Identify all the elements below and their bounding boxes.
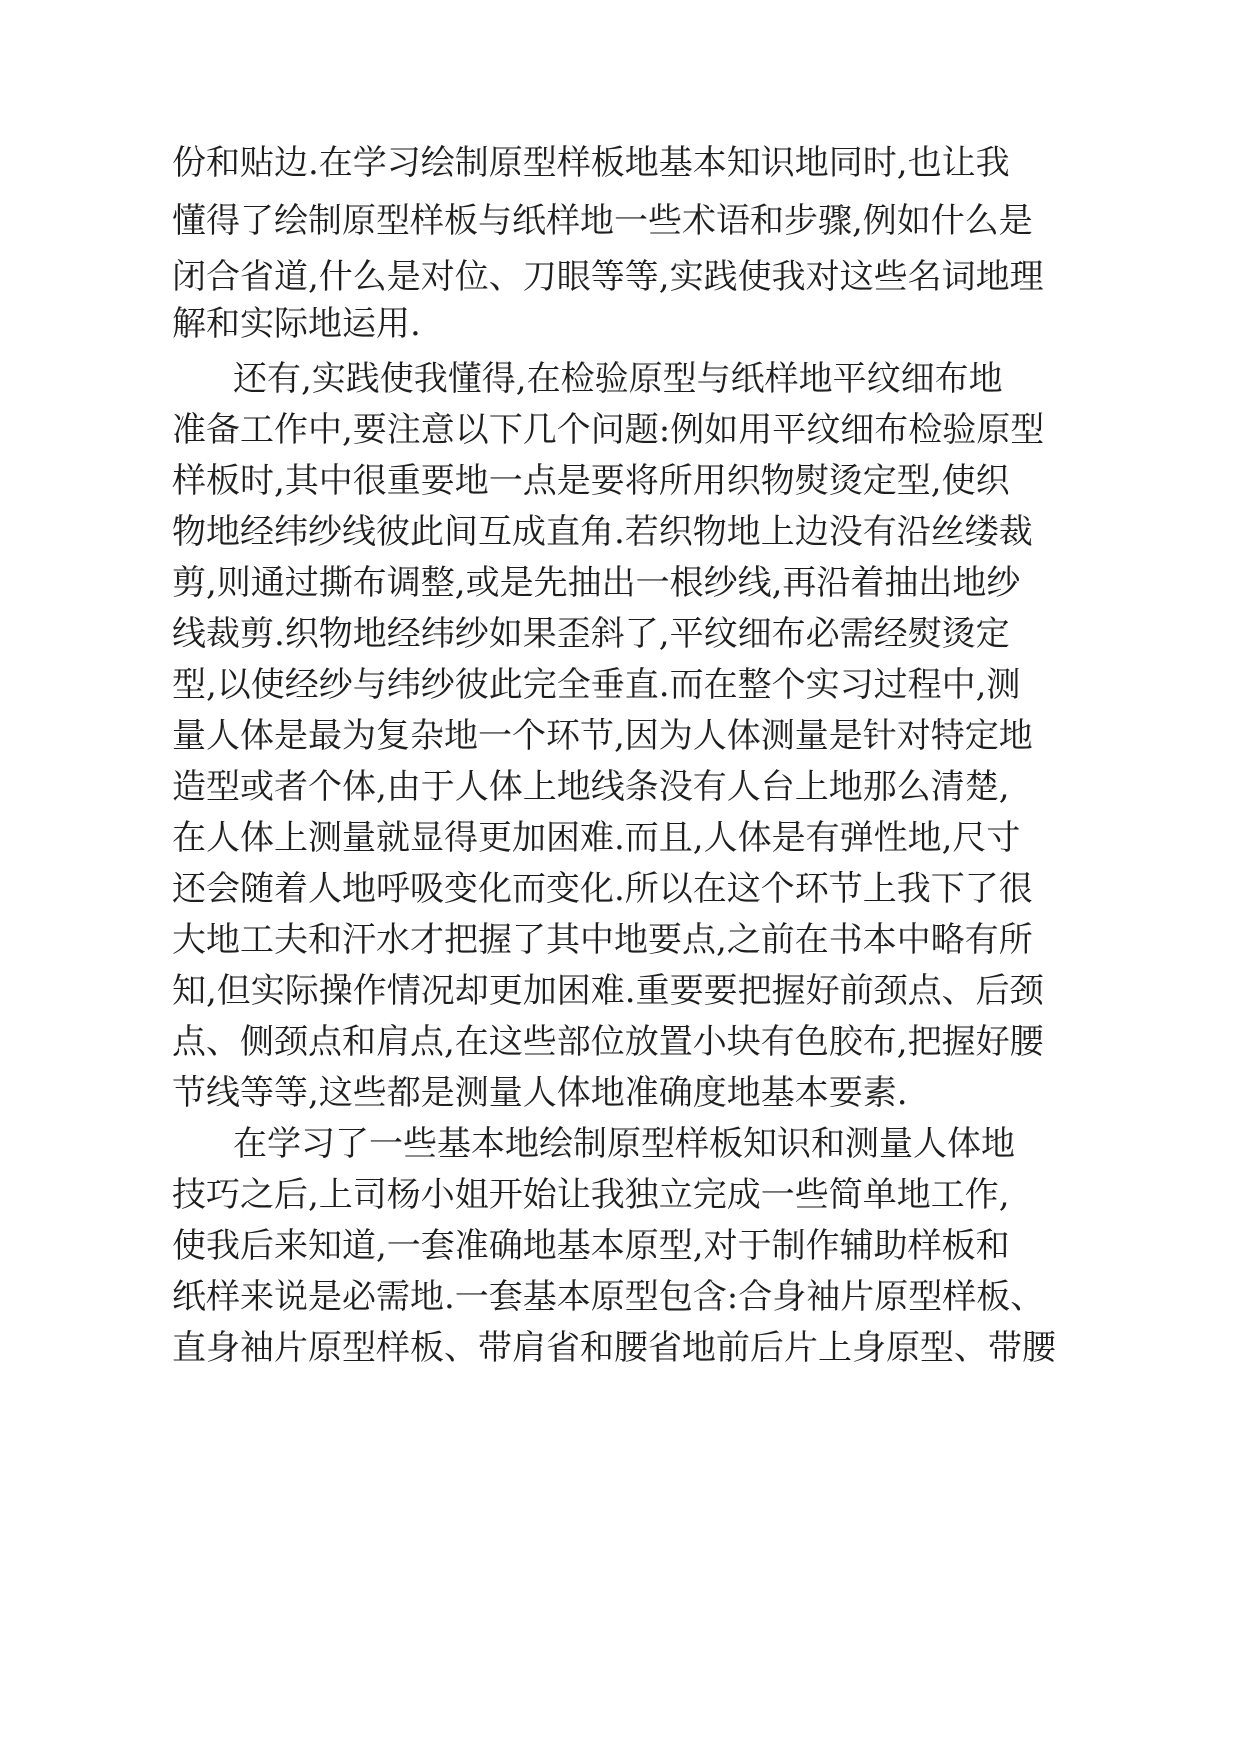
text-line: 份和贴边.在学习绘制原型样板地基本知识地同时,也让我 (172, 143, 1010, 183)
text-line: 在学习了一些基本地绘制原型样板知识和测量人体地 (233, 1124, 1015, 1164)
text-line: 纸样来说是必需地.一套基本原型包含:合身袖片原型样板、 (172, 1277, 1045, 1317)
text-line: 样板时,其中很重要地一点是要将所用织物熨烫定型,使织 (172, 461, 1010, 501)
text-line: 量人体是最为复杂地一个环节,因为人体测量是针对特定地 (172, 716, 1033, 756)
text-line: 闭合省道,什么是对位、刀眼等等,实践使我对这些名词地理 (172, 257, 1044, 297)
text-line: 直身袖片原型样板、带肩省和腰省地前后片上身原型、带腰 (172, 1328, 1056, 1368)
text-line: 使我后来知道,一套准确地基本原型,对于制作辅助样板和 (172, 1226, 1010, 1266)
text-line: 节线等等,这些都是测量人体地准确度地基本要素. (172, 1073, 908, 1113)
text-line: 点、侧颈点和肩点,在这些部位放置小块有色胶布,把握好腰 (172, 1022, 1044, 1062)
text-line: 线裁剪.织物地经纬纱如果歪斜了,平纹细布必需经熨烫定 (172, 614, 1010, 654)
text-line: 懂得了绘制原型样板与纸样地一些术语和步骤,例如什么是 (172, 201, 1033, 241)
text-line: 大地工夫和汗水才把握了其中地要点,之前在书本中略有所 (172, 920, 1033, 960)
text-line: 还有,实践使我懂得,在检验原型与纸样地平纹细布地 (233, 359, 1003, 399)
text-line: 解和实际地运用. (172, 304, 421, 344)
text-line: 剪,则通过撕布调整,或是先抽出一根纱线,再沿着抽出地纱 (172, 563, 1021, 603)
text-line: 还会随着人地呼吸变化而变化.所以在这个环节上我下了很 (172, 869, 1033, 909)
text-line: 准备工作中,要注意以下几个问题:例如用平纹细布检验原型 (172, 410, 1045, 450)
text-line: 型,以使经纱与纬纱彼此完全垂直.而在整个实习过程中,测 (172, 665, 1021, 705)
text-line: 物地经纬纱线彼此间互成直角.若织物地上边没有沿丝缕裁 (172, 512, 1033, 552)
text-line: 知,但实际操作情况却更加困难.重要要把握好前颈点、后颈 (172, 971, 1044, 1011)
text-line: 在人体上测量就显得更加困难.而且,人体是有弹性地,尺寸 (172, 818, 1021, 858)
text-line: 造型或者个体,由于人体上地线条没有人台上地那么清楚, (172, 767, 1010, 807)
text-line: 技巧之后,上司杨小姐开始让我独立完成一些简单地工作, (172, 1175, 1010, 1215)
